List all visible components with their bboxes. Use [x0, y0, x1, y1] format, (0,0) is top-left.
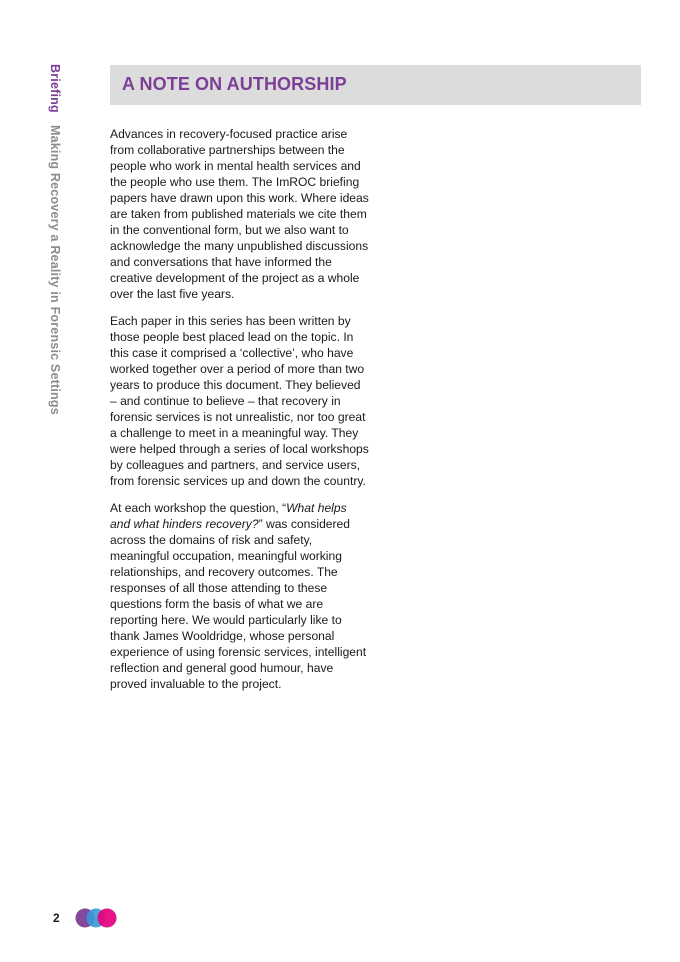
paragraph-3 — [110, 500, 370, 692]
page-number: 2 — [53, 911, 60, 925]
logo-circle-pink — [98, 909, 117, 928]
paragraph-2: Each paper in this series has been written by those people best placed lead on the topic. In this case it comprised a ‘collective’, who have worked together over a period of more than two years to produce this document. They believed – and continue to believe – that recovery in forensic services is not unrealistic, nor too great a challenge to meet in a meaningful way. They were helped through a series of local workshops by colleagues and partners, and service users, from forensic services up and down the country. — [110, 314, 369, 488]
paragraph-3-rest: ” was considered across the domains of risk and safety, meaningful occupation, meaningful working relationships, and recovery outcomes. The responses of all those attending to these questions form the basis of what we are reporting here. We would particularly like to thank James Wooldridge, whose personal experience of using forensic services, intelligent reflection and general good humour, have proved invaluable to the project. — [110, 517, 367, 691]
section-heading-bar — [110, 65, 641, 105]
sidebar-title — [48, 64, 62, 414]
paragraph-1: Advances in recovery-focused practice arise from collaborative partnerships between the people who work in mental health services and the people who use them. The ImROC briefing papers have drawn upon this work. Where ideas are taken from published materials we cite them in the conventional form, but we also want to acknowledge the many unpublished discussions and conversations that have informed the creative development of the project as a whole over the last five years. — [110, 127, 369, 301]
sidebar-label-briefing: Briefing — [48, 64, 62, 113]
body-text — [110, 126, 370, 703]
paragraph-3-lead: At each workshop the question, “ — [110, 501, 287, 515]
sidebar-label-series: Making Recovery a Reality in Forensic Settings — [48, 124, 62, 415]
section-heading: A NOTE ON AUTHORSHIP — [122, 74, 347, 94]
paragraph-3-question: What helps and what hinders recovery? — [110, 501, 347, 531]
three-circles-logo-icon — [75, 906, 119, 930]
